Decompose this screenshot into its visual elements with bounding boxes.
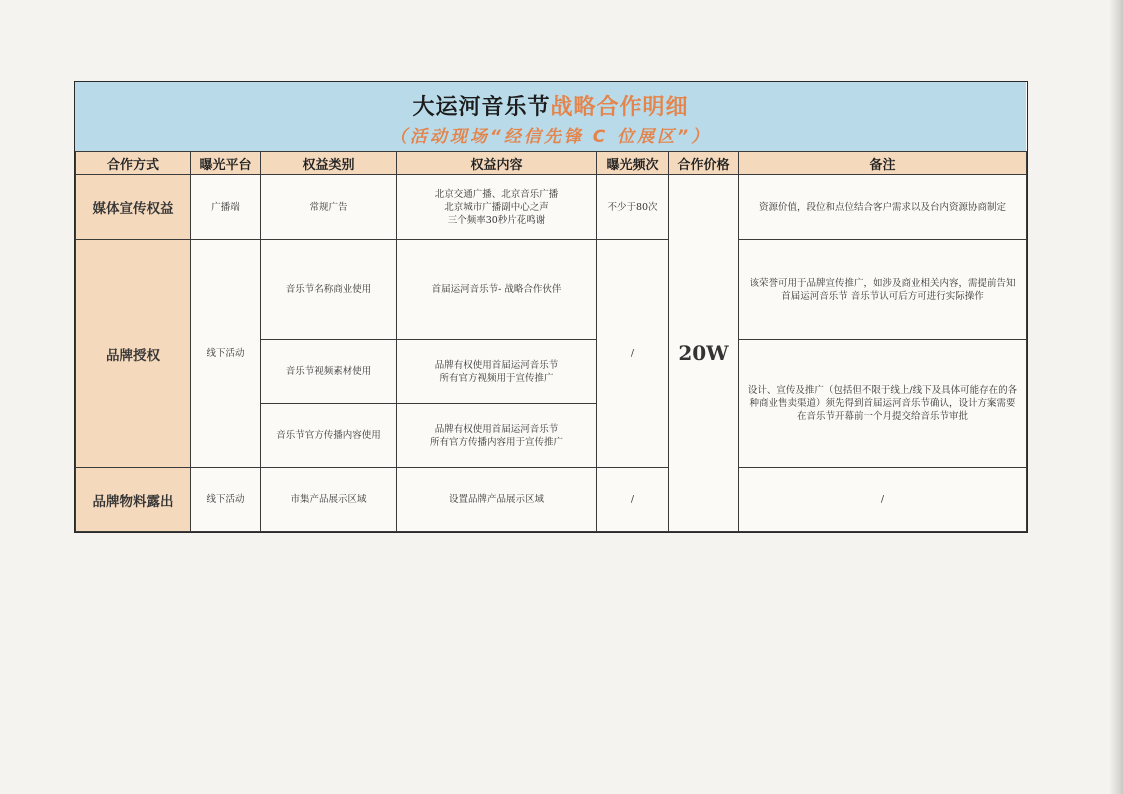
content-line: 品牌有权使用首届运河音乐节 [434,423,559,435]
method-media: 媒体宣传权益 [76,175,191,240]
platform-media: 广播端 [191,175,261,240]
content-line: 三个频率30秒片花鸣谢 [447,214,546,226]
platform-material: 线下活动 [191,468,261,532]
note-media: 资源价值，段位和点位结合客户需求以及台内资源协商制定 [739,175,1027,240]
frequency-material: / [597,468,669,532]
category-brand-name: 音乐节名称商业使用 [261,240,397,340]
header-note: 备注 [739,152,1027,175]
header-category: 权益类别 [261,152,397,175]
content-brand-name [397,240,597,340]
platform-brand: 线下活动 [191,240,261,468]
title-band [75,82,1026,152]
category-media: 常规广告 [261,175,397,240]
category-material: 市集产品展示区域 [261,468,397,532]
content-material [397,468,597,532]
cooperation-table [75,151,1027,532]
category-brand-official: 音乐节官方传播内容使用 [261,404,397,468]
title-main: 大运河音乐节 [412,95,551,120]
price-cell: 20W [669,175,739,532]
content-line: 首届运河音乐节- 战略合作伙伴 [431,284,562,295]
content-line: 北京城市广播副中心之声 [444,201,549,213]
table-row [76,175,1027,240]
content-line: 品牌有权使用首届运河音乐节 [434,359,559,371]
subtitle: （活动现场“经信先锋 C 位展区”） [389,127,712,147]
header-platform: 曝光平台 [191,152,261,175]
method-material: 品牌物料露出 [76,468,191,532]
header-price: 合作价格 [669,152,739,175]
title-accent: 战略合作明细 [550,95,689,120]
content-line: 所有官方视频用于宣传推广 [439,372,554,384]
content-brand-official [397,404,597,468]
note-material: / [739,468,1027,532]
page-edge-shadow [1109,0,1123,794]
note-brand-shared: 设计、宣传及推广（包括但不限于线上/线下及具体可能存在的各种商业售卖渠道）须先得到首届运河音乐节确认，设计方案需要在音乐节开幕前一个月提交给音乐节审批 [739,340,1027,468]
note-brand-name: 该荣誉可用于品牌宣传推广，如涉及商业相关内容，需提前告知首届运河音乐节 音乐节认可后方可进行实际操作 [739,240,1027,340]
table-row [76,468,1027,532]
content-line: 北京交通广播、北京音乐广播 [434,188,559,200]
header-method: 合作方式 [76,152,191,175]
frequency-brand: / [597,240,669,468]
header-row [76,152,1027,175]
cooperation-sheet [74,81,1028,533]
category-brand-video: 音乐节视频素材使用 [261,340,397,404]
content-media [397,175,597,240]
header-content: 权益内容 [397,152,597,175]
method-brand: 品牌授权 [76,240,191,468]
content-line: 所有官方传播内容用于宣传推广 [429,436,563,448]
content-line: 设置品牌产品展示区域 [448,494,544,505]
frequency-media: 不少于80次 [597,175,669,240]
header-frequency: 曝光频次 [597,152,669,175]
table-row [76,240,1027,340]
page-title [75,90,1026,121]
content-brand-video [397,340,597,404]
